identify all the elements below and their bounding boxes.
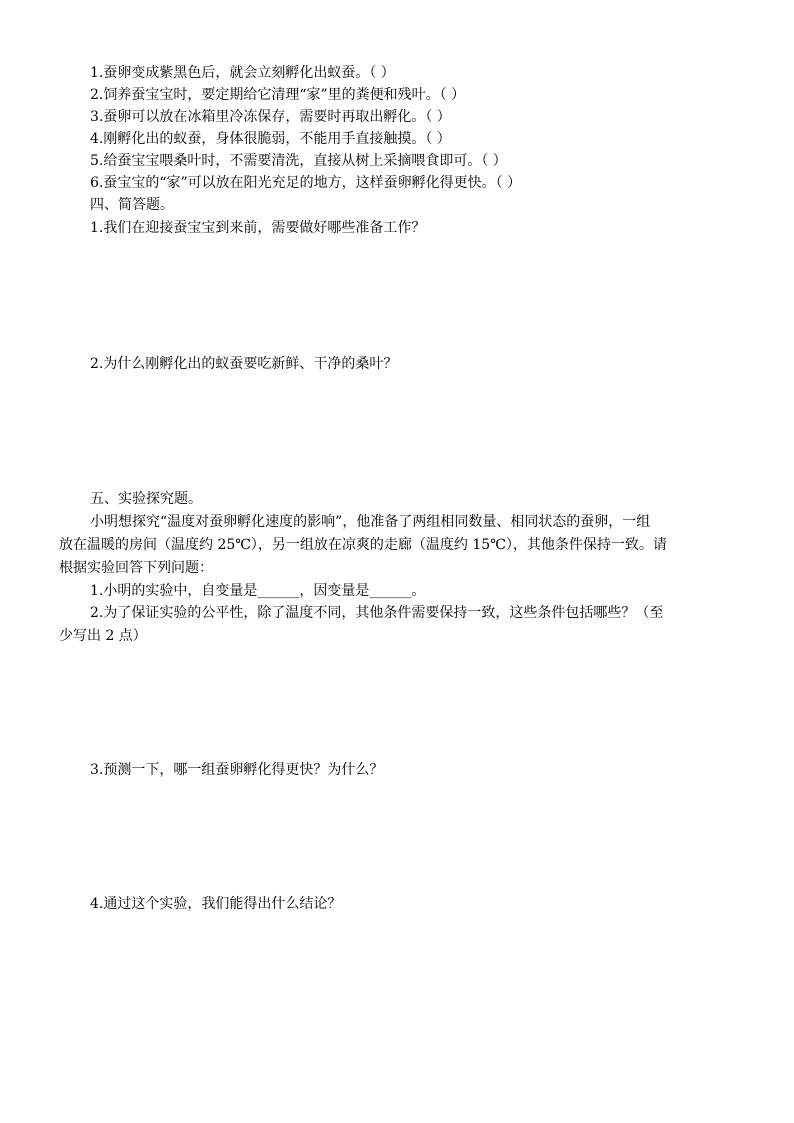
- judgment-item-6: 6.蚕宝宝的“家”可以放在阳光充足的地方，这样蚕卵孵化得更快。（ ）: [90, 175, 522, 191]
- short-answer-heading: 四、简答题。: [90, 197, 174, 213]
- experiment-question-2-line-1: 2.为了保证实验的公平性，除了温度不同，其他条件需要保持一致，这些条件包括哪些？（至: [90, 605, 664, 621]
- short-answer-question-2: 2.为什么刚孵化出的蚁蚕要吃新鲜、干净的桑叶？: [90, 356, 398, 372]
- experiment-intro-line-3: 根据实验回答下列问题：: [59, 560, 213, 576]
- experiment-intro-line-2: 放在温暖的房间（温度约 25℃），另一组放在凉爽的走廊（温度约 15℃），其他条件保持一致。请: [59, 537, 667, 553]
- short-answer-question-1: 1.我们在迎接蚕宝宝到来前，需要做好哪些准备工作？: [90, 220, 426, 236]
- experiment-intro-line-1: 小明想探究“温度对蚕卵孵化速度的影响”，他准备了两组相同数量、相同状态的蚕卵，一组: [90, 514, 651, 530]
- experiment-question-3: 3.预测一下，哪一组蚕卵孵化得更快？为什么？: [90, 762, 384, 778]
- experiment-question-2-line-2: 少写出 2 点）: [59, 628, 147, 644]
- experiment-heading: 五、实验探究题。: [90, 491, 202, 507]
- judgment-item-5: 5.给蚕宝宝喂桑叶时，不需要清洗，直接从树上采摘喂食即可。（ ）: [90, 153, 507, 169]
- experiment-question-1: 1.小明的实验中，自变量是______，因变量是______。: [90, 583, 426, 599]
- judgment-item-1: 1.蚕卵变成紫黑色后，就会立刻孵化出蚁蚕。（ ）: [90, 65, 395, 81]
- experiment-question-4: 4.通过这个实验，我们能得出什么结论？: [90, 896, 342, 912]
- judgment-item-4: 4.刚孵化出的蚁蚕，身体很脆弱，不能用手直接触摸。（ ）: [90, 131, 451, 147]
- judgment-item-3: 3.蚕卵可以放在冰箱里冷冻保存，需要时再取出孵化。（ ）: [90, 109, 451, 125]
- judgment-item-2: 2.饲养蚕宝宝时，要定期给它清理“家”里的粪便和残叶。（ ）: [90, 87, 466, 103]
